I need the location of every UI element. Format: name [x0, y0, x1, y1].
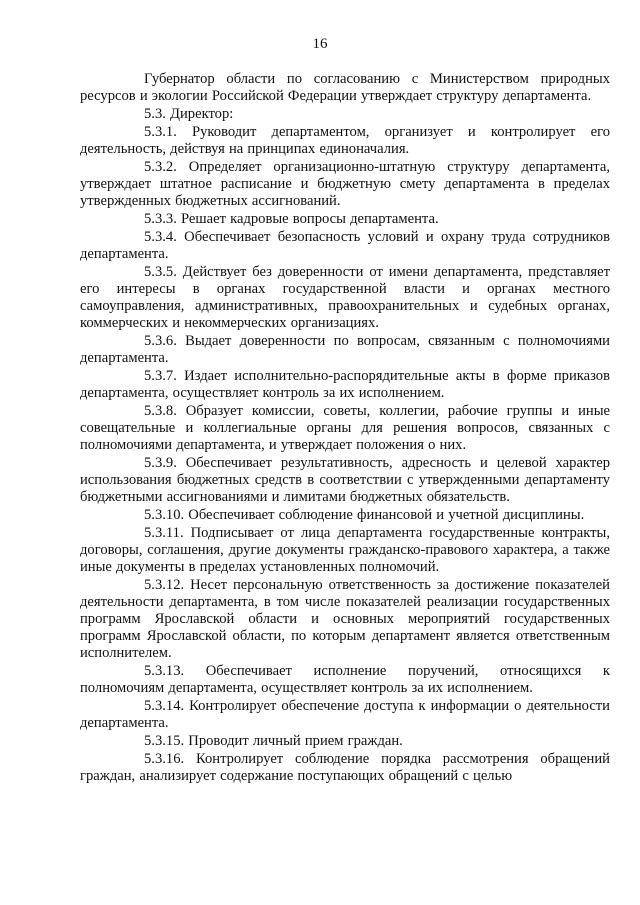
paragraph: 5.3.2. Определяет организационно-штатную структуру департамента, утверждает штатное расписание и бюджетную смету департамента в пределах утвержденных бюджетных ассигнований. — [80, 159, 610, 209]
paragraph: 5.3.8. Образует комиссии, советы, коллегии, рабочие группы и иные совещательные и коллегиальные органы для решения вопросов, связанных с полномочиями департамента, и утверждает положения о них. — [80, 403, 610, 453]
paragraph: 5.3. Директор: — [144, 106, 234, 122]
paragraph: 5.3.12. Несет персональную ответственность за достижение показателей деятельности департамента, в том числе показателей реализации государственных программ Ярославской области и основных мероприятий государственных программ Ярославской области, по которым департамент является ответственным исполнителем. — [80, 577, 610, 661]
paragraph: 5.3.1. Руководит департаментом, организует и контролирует его деятельность, действуя на принципах единоначалия. — [80, 124, 610, 157]
paragraph: Губернатор области по согласованию с Министерством природных ресурсов и экологии Российской Федерации утверждает структуру департамента. — [80, 71, 610, 104]
paragraph: 5.3.3. Решает кадровые вопросы департамента. — [144, 211, 439, 227]
paragraph: 5.3.6. Выдает доверенности по вопросам, связанным с полномочиями департамента. — [80, 333, 610, 366]
paragraph: 5.3.16. Контролирует соблюдение порядка рассмотрения обращений граждан, анализирует содержание поступающих обращений с целью — [80, 751, 610, 784]
document-body — [80, 71, 610, 785]
paragraph: 5.3.14. Контролирует обеспечение доступа к информации о деятельности департамента. — [80, 698, 610, 731]
paragraph: 5.3.7. Издает исполнительно-распорядительные акты в форме приказов департамента, осуществляет контроль за их исполнением. — [80, 368, 610, 401]
paragraph: 5.3.13. Обеспечивает исполнение поручений, относящихся к полномочиям департамента, осуществляет контроль за их исполнением. — [80, 663, 610, 696]
paragraph: 5.3.15. Проводит личный прием граждан. — [144, 733, 403, 749]
paragraph: 5.3.5. Действует без доверенности от имени департамента, представляет его интересы в органах государственной власти и органах местного самоуправления, административных, правоохранительных и судебных органах, коммерческих и некоммерческих организациях. — [80, 264, 610, 331]
paragraph: 5.3.11. Подписывает от лица департамента государственные контракты, договоры, соглашения, другие документы гражданско-правового характера, а также иные документы в пределах установленных полномочий. — [80, 525, 610, 575]
paragraph: 5.3.10. Обеспечивает соблюдение финансовой и учетной дисциплины. — [144, 507, 585, 523]
paragraph: 5.3.4. Обеспечивает безопасность условий и охрану труда сотрудников департамента. — [80, 229, 610, 262]
page-number: 16 — [312, 36, 328, 52]
paragraph: 5.3.9. Обеспечивает результативность, адресность и целевой характер использования бюджетных средств в соответствии с утвержденными департаменту бюджетными ассигнованиями и лимитами бюджетных обязательств. — [80, 455, 610, 505]
